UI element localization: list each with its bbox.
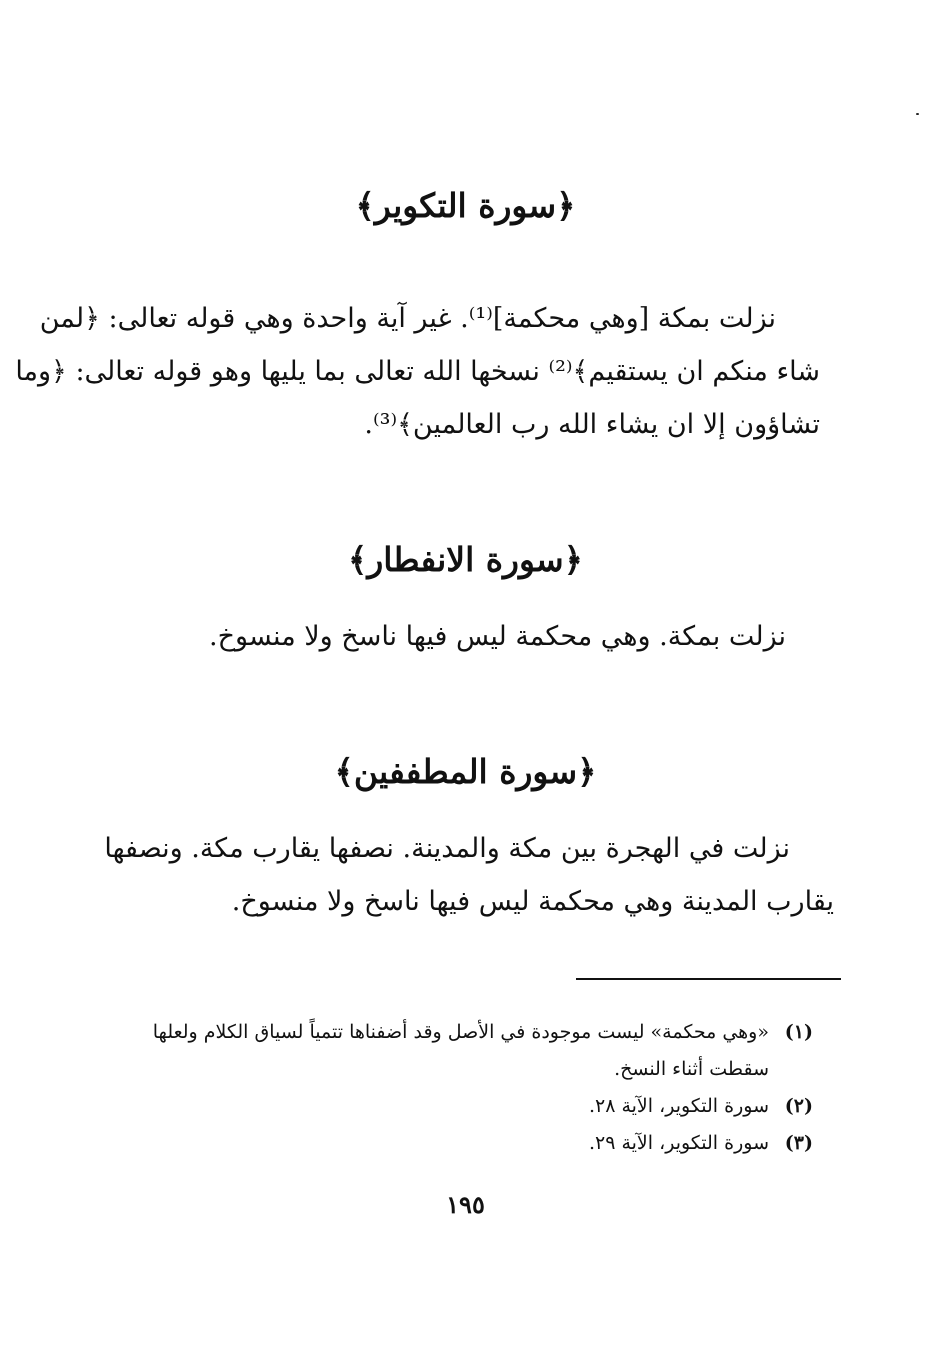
- footnote-text: سورة التكوير، الآية ٢٨.: [588, 1095, 769, 1117]
- body-line: يقارب المدينة وهي محكمة ليس فيها ناسخ ولا منسوخ.: [231, 886, 834, 917]
- body-line: شاء منكم ان يستقيم﴾⁽²⁾ نسخها الله تعالى بما يليها وهو قوله تعالى: ﴿وما: [15, 356, 820, 387]
- body-line: تشاؤون إلا ان يشاء الله رب العالمين﴾⁽³⁾.: [364, 409, 820, 440]
- section-title-mutaffifin: ﴿سورة المطففين﴾: [334, 752, 597, 791]
- footnote-separator: [576, 978, 841, 980]
- body-line: نزلت في الهجرة بين مكة والمدينة. نصفها يقارب مكة. ونصفها: [104, 833, 790, 864]
- footnote-text: سورة التكوير، الآية ٢٩.: [588, 1132, 769, 1154]
- footnote-number: (٣): [784, 1132, 813, 1154]
- section-title-infitar: ﴿سورة الانفطار﴾: [347, 540, 583, 579]
- page-number: ١٩٥: [446, 1190, 485, 1219]
- body-line: نزلت بمكة. وهي محكمة ليس فيها ناسخ ولا منسوخ.: [209, 621, 786, 652]
- scan-speck: [916, 113, 919, 115]
- section-body-infitar: [150, 610, 786, 663]
- footnote-text: «وهي محكمة» ليست موجودة في الأصل وقد أضفناها تتمياً لسياق الكلام ولعلها سقطت أثناء النسخ.: [152, 1021, 769, 1080]
- section-body-mutaffifin: [88, 822, 834, 928]
- footnote-item: [113, 1014, 813, 1088]
- footnote-item: [113, 1125, 813, 1162]
- footnote-number: (٢): [784, 1095, 813, 1117]
- footnote-number: (١): [784, 1021, 813, 1043]
- footnote-item: [113, 1088, 813, 1125]
- section-title-takwir: ﴿سورة التكوير﴾: [355, 186, 576, 225]
- section-body-takwir: [15, 292, 820, 451]
- footnotes: [113, 1014, 813, 1162]
- body-line: نزلت بمكة [وهي محكمة]⁽¹⁾. غير آية واحدة وهي قوله تعالى: ﴿لمن: [39, 303, 776, 334]
